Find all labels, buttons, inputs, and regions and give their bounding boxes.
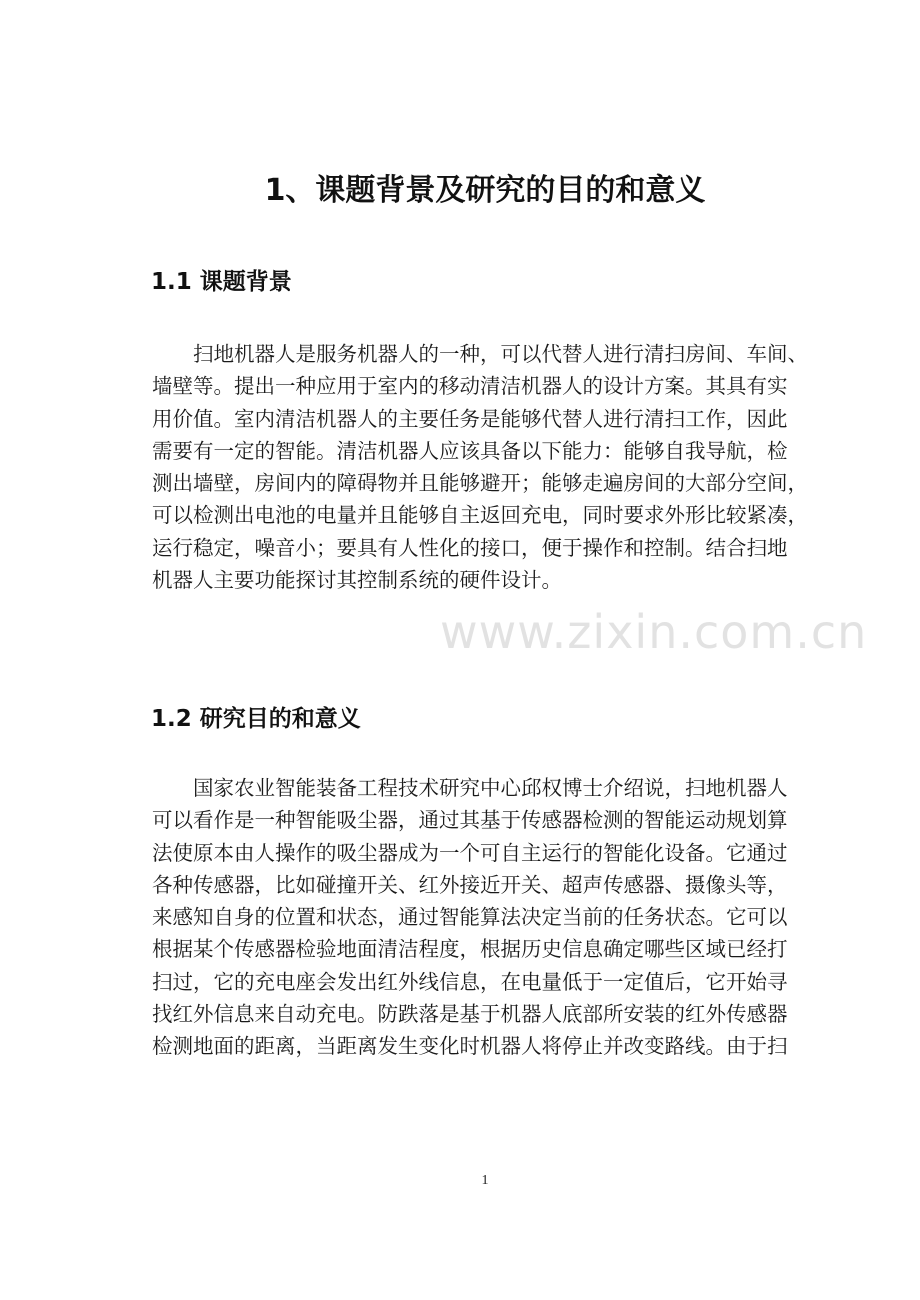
document-title: 1、课题背景及研究的目的和意义 — [264, 173, 706, 208]
paragraph-line: 需要有一定的智能。清洁机器人应该具备以下能力：能够自我导航，检 — [152, 438, 788, 463]
paragraph-background — [152, 338, 826, 596]
section-heading-purpose: 1.2 研究目的和意义 — [151, 706, 361, 732]
paragraph-line: 法使原本由人操作的吸尘器成为一个可自主运行的智能化设备。它通过 — [152, 840, 788, 865]
paragraph-purpose — [152, 772, 826, 1063]
paragraph-line: 各种传感器，比如碰撞开关、红外接近开关、超声传感器、摄像头等， — [152, 872, 788, 897]
page-number: 1 — [481, 1173, 489, 1188]
paragraph-line: 测出墙壁，房间内的障碍物并且能够避开；能够走遍房间的大部分空间， — [152, 471, 808, 496]
paragraph-line: 墙壁等。提出一种应用于室内的移动清洁机器人的设计方案。其具有实 — [152, 374, 788, 399]
paragraph-line: 可以看作是一种智能吸尘器，通过其基于传感器检测的智能运动规划算 — [152, 808, 788, 833]
paragraph-line: 根据某个传感器检验地面清洁程度，根据历史信息确定哪些区域已经打 — [152, 937, 788, 962]
paragraph-line: 用价值。室内清洁机器人的主要任务是能够代替人进行清扫工作，因此 — [152, 406, 788, 431]
paragraph-line: 来感知自身的位置和状态，通过智能算法决定当前的任务状态。它可以 — [152, 905, 788, 930]
paragraph-line: 找红外信息来自动充电。防跌落是基于机器人底部所安装的红外传感器 — [152, 1002, 788, 1027]
paragraph-line: 机器人主要功能探讨其控制系统的硬件设计。 — [152, 568, 562, 593]
paragraph-line: 国家农业智能装备工程技术研究中心邱权博士介绍说，扫地机器人 — [193, 776, 788, 800]
paragraph-line: 检测地面的距离，当距离发生变化时机器人将停止并改变路线。由于扫 — [152, 1034, 788, 1059]
section-heading-background: 1.1 课题背景 — [151, 269, 292, 295]
paragraph-line: 可以检测出电池的电量并且能够自主返回充电，同时要求外形比较紧凑， — [152, 503, 808, 528]
paragraph-line: 扫过，它的充电座会发出红外线信息，在电量低于一定值后，它开始寻 — [152, 969, 788, 994]
watermark: www.zixin.com.cn — [440, 605, 868, 659]
paragraph-line: 扫地机器人是服务机器人的一种，可以代替人进行清扫房间、车间、 — [193, 342, 808, 366]
paragraph-line: 运行稳定，噪音小；要具有人性化的接口，便于操作和控制。结合扫地 — [152, 535, 788, 560]
